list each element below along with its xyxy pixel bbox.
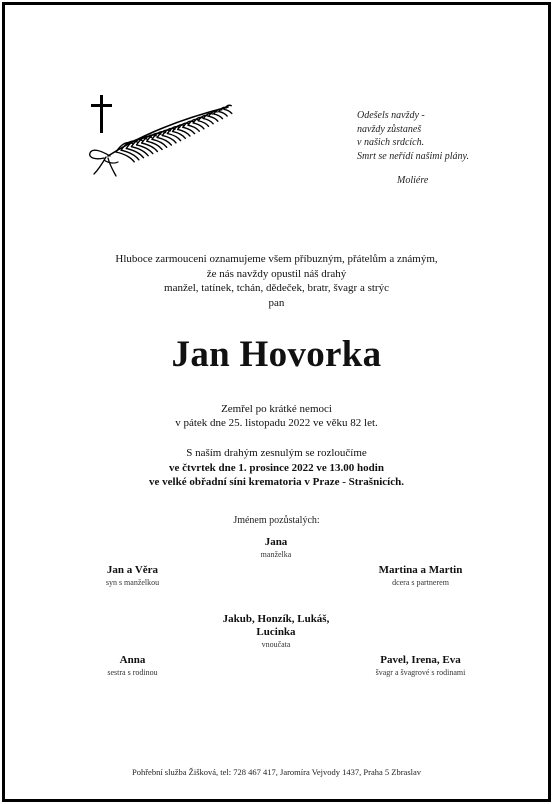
mourner-in-laws — [338, 654, 503, 678]
palm-branch-icon — [86, 100, 236, 180]
death-line: v pátek dne 25. listopadu 2022 ve věku 82 let. — [175, 417, 378, 429]
quote-line: v našich srdcích. — [357, 137, 425, 148]
mourner-name-cont: Lucinka — [256, 626, 296, 638]
mourner-spouse — [176, 536, 376, 560]
funeral-service-footer: Pohřební služba Žišková, tel: 728 467 417, Jaromíra Vejvody 1437, Praha 5 Zbraslav — [131, 767, 422, 777]
mourner-relation: sestra s rodinou — [107, 668, 158, 677]
quote-line: Odešels navždy - — [357, 110, 425, 121]
farewell-place: ve velké obřadní síni krematoria v Praze - Strašnicích. — [149, 476, 404, 488]
mourner-relation: vnoučata — [261, 640, 291, 649]
mourner-name: Pavel, Irena, Eva — [380, 654, 461, 666]
announcement-line: pan — [268, 296, 285, 309]
mourner-relation: syn s manželkou — [105, 578, 160, 587]
announcement-line: že nás navždy opustil náš drahý — [206, 267, 347, 280]
quote-block — [357, 109, 507, 188]
announcement-line: Hluboce zarmouceni oznamujeme všem příbuzným, přátelům a známým, — [115, 253, 438, 265]
quote-line: navždy zůstaneš — [357, 123, 422, 135]
mourner-name: Anna — [119, 654, 146, 666]
mourner-sister — [50, 654, 215, 678]
farewell-line: S naším drahým zesnulým se rozloučíme — [186, 447, 367, 459]
announcement-line: manžel, tatínek, tchán, dědeček, bratr, švagr a strýc — [164, 282, 389, 294]
mourner-name: Jakub, Honzík, Lukáš, — [222, 613, 330, 625]
deceased-name: Jan Hovorka — [171, 334, 382, 375]
farewell-date: ve čtvrtek dne 1. prosince 2022 ve 13.00 hodin — [169, 461, 384, 474]
mourner-relation: dcera s partnerem — [392, 578, 449, 587]
mourner-name: Martina a Martin — [378, 564, 463, 576]
announcement-text — [60, 252, 493, 310]
death-line: Zemřel po krátké nemoci — [221, 403, 332, 415]
mourner-son — [50, 564, 215, 588]
behalf-label: Jménem pozůstalých: — [233, 515, 320, 526]
mourner-relation: manželka — [260, 550, 292, 559]
mourner-name: Jan a Věra — [106, 564, 159, 576]
quote-author: Moliére — [397, 175, 429, 186]
mourner-name: Jana — [264, 536, 288, 548]
farewell-info — [40, 446, 513, 490]
quote-line: Smrt se neřídí našimi plány. — [357, 150, 469, 162]
death-info — [60, 402, 493, 430]
mourner-grandchildren — [176, 613, 376, 650]
mourner-relation: švagr a švagrové s rodinami — [375, 668, 466, 677]
mourner-daughter — [338, 564, 503, 588]
